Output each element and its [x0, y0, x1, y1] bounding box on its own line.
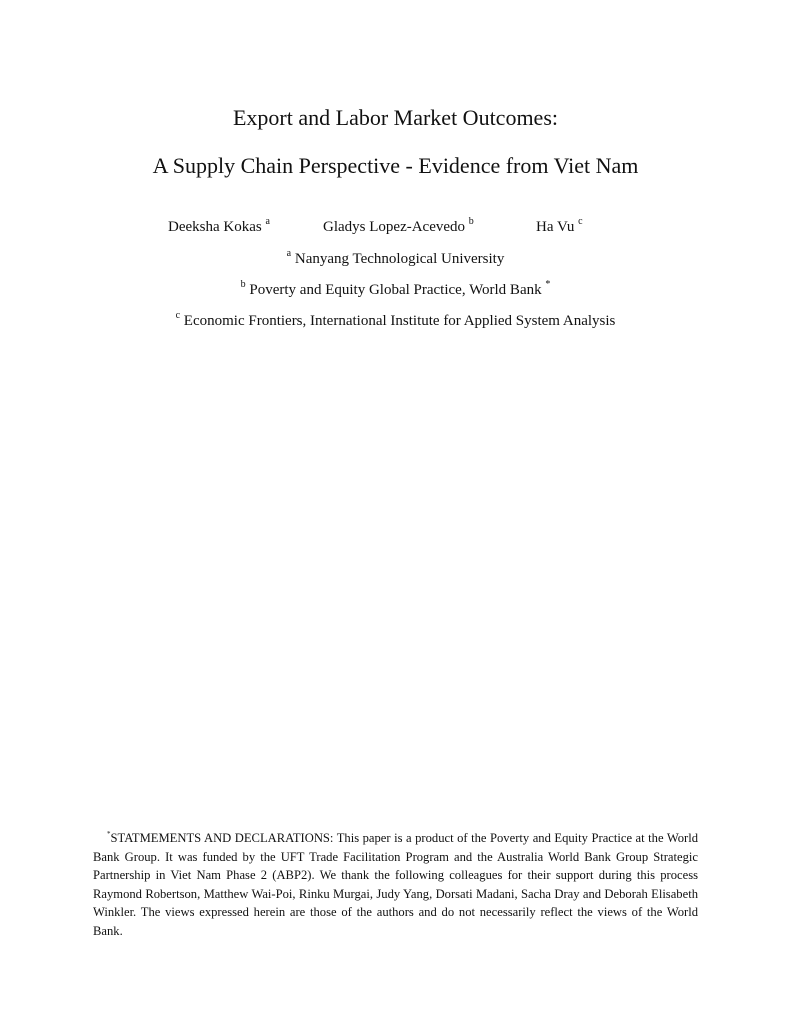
footnote-mark: * [107, 829, 111, 838]
author-affiliation-mark: b [468, 216, 474, 227]
affiliation-mark: c [175, 310, 181, 321]
affiliation-text: Economic Frontiers, International Institute for Applied System Analysis [183, 313, 616, 329]
author-name: Ha Vu [536, 219, 575, 235]
paper-title-line-1: Export and Labor Market Outcomes: [232, 105, 558, 130]
author-affiliation-mark: a [265, 216, 270, 227]
author-affiliation-mark: c [578, 216, 583, 227]
affiliation-text: Poverty and Equity Global Practice, World Bank [249, 282, 542, 298]
footnote-reference-mark: * [545, 279, 551, 290]
paper-title-line-2: A Supply Chain Perspective - Evidence from Viet Nam [152, 153, 639, 178]
affiliation-a [0, 248, 791, 268]
author-lopez-acevedo [323, 216, 474, 236]
affiliation-c [0, 310, 791, 330]
footnote-text: STATMEMENTS AND DECLARATIONS: This paper is a product of the Poverty and Equity Practice at the World Bank Group. It was funded by the UFT Trade Facilitation Program and the Australia World Bank Group Strategic Partnership in Viet Nam Phase 2 (ABP2). We thank the following colleagues for their support during this process Raymond Robertson, Matthew Wai-Poi, Rinku Murgai, Judy Yang, Dorsati Madani, Sacha Dray and Deborah Elisabeth Winkler. The views expressed herein are those of the authors and do not necessarily reflect the views of the World Bank. [93, 831, 698, 938]
affiliation-mark: b [240, 279, 246, 290]
affiliation-b [0, 279, 791, 299]
author-kokas [168, 216, 270, 236]
author-name: Deeksha Kokas [168, 219, 262, 235]
affiliation-mark: a [286, 248, 292, 259]
statements-footnote [93, 829, 698, 941]
affiliation-text: Nanyang Technological University [294, 251, 505, 267]
author-name: Gladys Lopez-Acevedo [323, 219, 466, 235]
author-vu [536, 216, 583, 236]
